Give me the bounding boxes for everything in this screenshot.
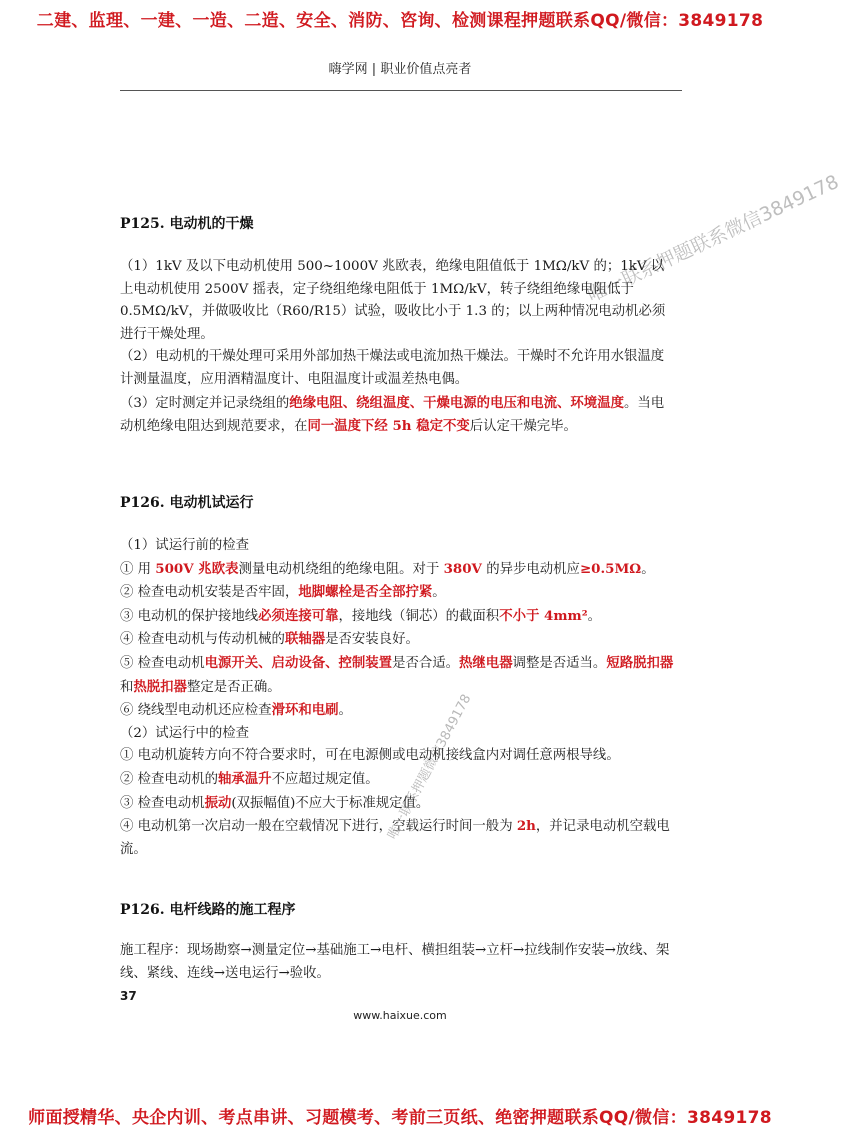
- text-run: ③ 电动机的保护接地线: [120, 608, 259, 624]
- highlight-text: 电源开关、启动设备、控制装置: [204, 654, 393, 671]
- page-header-title: 嗨学网 | 职业价值点亮者: [328, 62, 472, 77]
- text-run: 不应超过规定值。: [271, 771, 379, 787]
- text-run: ③ 检查电动机: [120, 795, 205, 811]
- list-item: [120, 768, 676, 792]
- header-divider: [120, 90, 682, 91]
- text-run: 。: [432, 585, 446, 601]
- text-run: ② 检查电动机安装是否牢固，: [120, 585, 299, 601]
- highlight-text: 热继电器: [459, 654, 513, 671]
- highlight-text: 振动: [204, 794, 232, 811]
- list-item: [120, 652, 676, 699]
- footer-site-url: www.haixue.com: [353, 1009, 447, 1022]
- list-item: [120, 699, 676, 723]
- list-item: [120, 628, 676, 652]
- text-run: 后认定干燥完毕。: [469, 419, 577, 435]
- text-run: 和: [120, 679, 134, 695]
- watermark-text: 唯一联系押题联系微信3849178: [583, 170, 843, 307]
- highlight-text: 轴承温升: [218, 770, 272, 787]
- highlight-text: 不小于 4mm²: [499, 607, 588, 624]
- section-title-motor-trial-run: P126. 电动机试运行: [120, 495, 254, 511]
- list-item: [120, 605, 676, 629]
- text-run: （3）定时测定并记录绕组的: [120, 395, 290, 411]
- highlight-text: 同一温度下经 5h 稳定不变: [307, 418, 470, 435]
- section-body-motor-drying: [120, 256, 676, 439]
- text-run: 整定是否正确。: [186, 679, 281, 695]
- text-run: 是否安装良好。: [325, 632, 419, 648]
- highlight-text: 热脱扣器: [133, 678, 187, 695]
- text-run: ① 用: [120, 561, 156, 577]
- list-item: [120, 581, 676, 605]
- text-run: ④ 检查电动机与传动机械的: [120, 632, 285, 648]
- list-item: [120, 558, 676, 582]
- text-run: ，接地线（铜芯）的截面积: [338, 608, 500, 624]
- section-title-pole-line-procedure: P126. 电杆线路的施工程序: [120, 902, 296, 918]
- text-run: 是否合适。: [392, 655, 460, 671]
- paragraph: [120, 392, 676, 439]
- highlight-text: 必须连接可靠: [258, 607, 339, 624]
- section-body-pole-line-procedure: [120, 940, 676, 985]
- text-run: ② 检查电动机的: [120, 771, 218, 787]
- list-item: [120, 815, 676, 861]
- text-run: ⑤ 检查电动机: [120, 655, 205, 671]
- paragraph: 施工程序：现场勘察→测量定位→基础施工→电杆、横担组装→立杆→拉线制作安装→放线、架线、紧线、连线→送电运行→验收。: [120, 943, 670, 981]
- top-promo-banner: 二建、监理、一建、一造、二造、安全、消防、咨询、检测课程押题联系QQ/微信：3849178: [36, 11, 764, 31]
- watermark-text: 唯一联系押题微信3849178: [385, 691, 475, 842]
- text-run: ④ 电动机第一次启动一般在空载情况下进行，空载运行时间一般为: [120, 819, 517, 835]
- page-number: 37: [120, 989, 137, 1003]
- bottom-promo-banner: 师面授精华、央企内训、考点串讲、习题模考、考前三页纸、绝密押题联系QQ/微信：3849178: [28, 1108, 772, 1128]
- highlight-text: 绝缘电阻、绕组温度、干燥电源的电压和电流、环境温度: [289, 394, 624, 411]
- highlight-text: 短路脱扣器: [606, 654, 674, 671]
- list-item: ① 电动机旋转方向不符合要求时，可在电源侧或电动机接线盒内对调任意两根导线。: [120, 748, 620, 764]
- section-body-motor-trial-run: [120, 535, 676, 861]
- text-run: ⑥ 绕线型电动机还应检查: [120, 703, 272, 719]
- text-run: 。: [641, 561, 655, 577]
- highlight-text: 联轴器: [284, 631, 326, 648]
- subheading: （1）试运行前的检查: [120, 538, 250, 553]
- text-run: 。当电动机绝缘电阻达到规范要求，在: [120, 395, 665, 435]
- highlight-text: 2h: [516, 818, 536, 835]
- text-run: 调整是否适当。: [512, 655, 607, 671]
- text-run: 。: [587, 608, 601, 624]
- paragraph: （2）电动机的干燥处理可采用外部加热干燥法或电流加热干燥法。干燥时不允许用水银温度计测量温度，应用酒精温度计、电阻温度计或温差热电偶。: [120, 349, 665, 387]
- text-run: ，并记录电动机空载电流。: [120, 819, 670, 857]
- text-run: 的异步电动机应: [481, 561, 580, 577]
- text-run: 测量电动机绕组的绝缘电阻。对于: [238, 561, 444, 577]
- text-run: 。: [338, 703, 352, 719]
- section-title-motor-drying: P125. 电动机的干燥: [120, 216, 254, 232]
- highlight-text: ≥0.5MΩ: [579, 560, 642, 577]
- highlight-text: 500V 兆欧表: [155, 560, 239, 577]
- paragraph: （1）1kV 及以下电动机使用 500~1000V 兆欧表，绝缘电阻值低于 1MΩ/kV 的；1kV 以上电动机使用 2500V 摇表，定子绕组绝缘电阻低于 1MΩ/kV，转子绕组绝缘电阻低于 0.5MΩ/kV，并做吸收比（R60/R15）试验，吸收比小于 1.3 的；以上两种情况电动机必须进行干燥处理。: [120, 259, 666, 342]
- highlight-text: 地脚螺栓是否全部拧紧: [298, 584, 433, 601]
- subheading: （2）试运行中的检查: [120, 725, 250, 741]
- highlight-text: 380V: [443, 560, 482, 577]
- text-run: (双振幅值)不应大于标准规定值。: [231, 795, 430, 811]
- highlight-text: 滑环和电刷: [271, 702, 339, 719]
- list-item: [120, 792, 676, 816]
